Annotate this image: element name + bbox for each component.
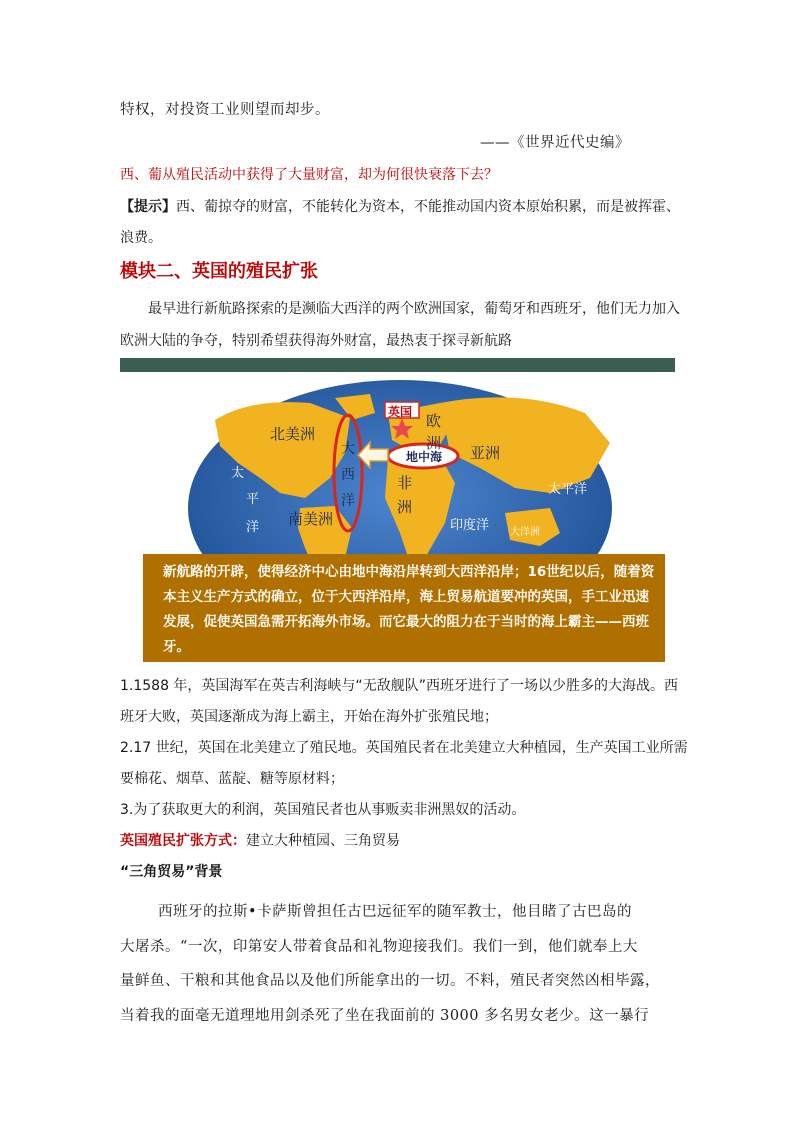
citation: ——《世界近代史编》 bbox=[480, 135, 630, 151]
expansion-ways-text: 建立大种植园、三角贸易 bbox=[246, 833, 400, 849]
quote-line: 量鲜鱼、干粮和其他食品以及他们所能拿出的一切。不料，殖民者突然凶相毕露， bbox=[120, 973, 660, 989]
intro-line: 欧洲大陆的争夺，特别希望获得海外财富，最热衷于探寻新航路 bbox=[120, 333, 512, 349]
expansion-ways-tag: 英国殖民扩张方式： bbox=[120, 833, 246, 849]
uk-label: 英国 bbox=[388, 405, 413, 419]
oceania-label: 大洋洲 bbox=[510, 527, 540, 538]
quote-line: 大屠杀。“一次，印第安人带着食品和礼物迎接我们。我们一到，他们就奉上大 bbox=[120, 939, 638, 955]
indian-ocean-label: 印度洋 bbox=[450, 518, 490, 533]
pacific-left-label-2: 平 bbox=[246, 492, 260, 507]
atlantic-label-2: 西 bbox=[341, 467, 355, 483]
point-2: 2.17 世纪，英国在北美建立了殖民地。英国殖民者在北美建立大种植园，生产英国工业所需 bbox=[120, 740, 688, 756]
africa-label-2: 洲 bbox=[397, 498, 413, 516]
hint-continued: 浪费。 bbox=[120, 230, 162, 246]
world-map-figure bbox=[120, 358, 675, 668]
africa-label-1: 非 bbox=[397, 474, 413, 492]
text-line: 特权，对投资工业则望而却步。 bbox=[120, 102, 330, 118]
hint-text: 西、葡掠夺的财富，不能转化为资本，不能推动国内资本原始积累，而是被挥霍、 bbox=[176, 199, 680, 215]
background-heading: “三角贸易”背景 bbox=[120, 864, 223, 880]
pacific-right-label: 太平洋 bbox=[548, 482, 588, 497]
hint-tag: 【提示】 bbox=[120, 199, 176, 215]
expansion-ways bbox=[120, 831, 675, 851]
mediterranean-label: 地中海 bbox=[406, 450, 443, 464]
north-america-label: 北美洲 bbox=[270, 425, 316, 443]
quote-line: 当着我的面毫无道理地用剑杀死了坐在我面前的 3000 多名男女老少。这一暴行 bbox=[120, 1008, 650, 1024]
point-1: 1.1588 年，英国海军在英吉利海峡与“无敌舰队”西班牙进行了一场以少胜多的大海战。西 bbox=[120, 678, 678, 694]
quote-line: 西班牙的拉斯•卡萨斯曾担任古巴远征军的随军教士，他目睹了古巴岛的 bbox=[158, 904, 633, 920]
south-america-label: 南美洲 bbox=[288, 510, 334, 528]
map-caption: 新航路的开辟，使得经济中心由地中海沿岸转到大西洋沿岸；16世纪以后，随着资本主义生产方式的确立，位于大西洋沿岸，海上贸易航道要冲的英国，手工业迅速发展，促使英国急需开拓海外市场。而它最大的阻力在于当时的海上霸主——西班牙。 bbox=[143, 554, 665, 662]
point-3: 3.为了获取更大的利润，英国殖民者也从事贩卖非洲黑奴的活动。 bbox=[120, 802, 526, 818]
atlantic-label-3: 洋 bbox=[341, 493, 355, 509]
point-1-continued: 班牙大败，英国逐渐成为海上霸主，开始在海外扩张殖民地； bbox=[120, 709, 498, 725]
asia-label: 亚洲 bbox=[470, 444, 501, 462]
point-2-continued: 要棉花、烟草、蓝靛、糖等原材料； bbox=[120, 771, 344, 787]
europe-label-2: 洲 bbox=[426, 434, 442, 452]
question: 西、葡从殖民活动中获得了大量财富，却为何很快衰落下去？ bbox=[120, 167, 498, 183]
module-heading: 模块二、英国的殖民扩张 bbox=[120, 261, 318, 282]
pacific-left-label-3: 洋 bbox=[246, 520, 260, 535]
pacific-left-label-1: 太 bbox=[231, 466, 245, 481]
hint-paragraph bbox=[120, 197, 680, 217]
atlantic-label-1: 大 bbox=[341, 441, 355, 457]
europe-label-1: 欧 bbox=[426, 412, 442, 430]
intro-line: 最早进行新航路探索的是濒临大西洋的两个欧洲国家，葡萄牙和西班牙，他们无力加入 bbox=[148, 301, 680, 317]
